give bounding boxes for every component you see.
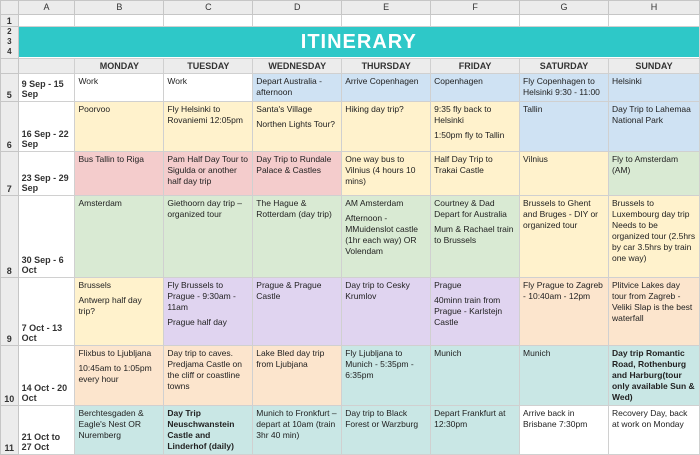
cell-text-secondary: 10:45am to 1:05pm every hour <box>78 363 152 384</box>
cell-text-secondary: Mum & Rachael train to Brussels <box>434 224 514 245</box>
itinerary-cell[interactable] <box>253 406 342 455</box>
cell-a1[interactable] <box>18 15 75 27</box>
itinerary-cell[interactable] <box>431 102 520 152</box>
week-row <box>1 406 700 455</box>
cell-text-secondary: Prague half day <box>167 317 227 327</box>
week-label-cell[interactable]: 7 Oct - 13 Oct <box>18 278 75 346</box>
cell-text: Work <box>167 76 188 86</box>
column-header-row <box>1 1 700 15</box>
cell-text-secondary: 1:50pm fly to Tallin <box>434 130 505 140</box>
cell-text: Courtney & Dad Depart for Australia <box>434 198 507 219</box>
day-header-saturday: SATURDAY <box>520 59 609 74</box>
row-header-5[interactable]: 5 <box>1 74 19 102</box>
cell-text: AM Amsterdam <box>345 198 404 208</box>
day-header-sunday: SUNDAY <box>608 59 699 74</box>
itinerary-cell[interactable] <box>608 152 699 196</box>
cell-text-secondary: Northen Lights Tour? <box>256 119 336 129</box>
cell-text: Copenhagen <box>434 76 483 86</box>
itinerary-cell[interactable] <box>164 278 253 346</box>
column-header-d[interactable]: D <box>253 1 342 15</box>
itinerary-cell[interactable] <box>342 102 431 152</box>
page-title: ITINERARY <box>19 27 699 57</box>
itinerary-cell[interactable] <box>431 278 520 346</box>
itinerary-cell[interactable] <box>608 278 699 346</box>
week-row <box>1 196 700 278</box>
cell-text: Amsterdam <box>78 198 122 208</box>
cell-c1[interactable] <box>164 15 253 27</box>
column-header-b[interactable]: B <box>75 1 164 15</box>
itinerary-cell[interactable] <box>608 102 699 152</box>
cell-text: Tallin <box>523 104 543 114</box>
cell-text: Day Trip Neuschwanstein Castle and Linderhof (daily) <box>167 408 235 451</box>
itinerary-cell[interactable] <box>431 346 520 406</box>
itinerary-cell[interactable] <box>253 102 342 152</box>
itinerary-cell[interactable] <box>164 346 253 406</box>
cell-text: Prague & Prague Castle <box>256 280 322 301</box>
title-merged-cell[interactable] <box>18 27 699 59</box>
cell-text: Helsinki <box>611 76 642 86</box>
cell-text: Hiking day trip? <box>345 104 404 114</box>
itinerary-cell[interactable] <box>75 406 164 455</box>
itinerary-cell[interactable] <box>520 196 609 278</box>
itinerary-cell[interactable] <box>75 278 164 346</box>
row-header-2[interactable]: 2 3 4 <box>1 27 19 59</box>
cell-d1[interactable] <box>253 15 342 27</box>
cell-text: One way bus to Vilnius (4 hours 10 mins) <box>345 154 416 186</box>
row-header-8[interactable]: 8 <box>1 196 19 278</box>
cell-e1[interactable] <box>342 15 431 27</box>
cell-text: Giethoorn day trip – organized tour <box>167 198 243 219</box>
cell-text: Munich to Fronkfurt – depart at 10am (train 3hr 40 min) <box>256 408 337 440</box>
row-header-1[interactable]: 1 <box>1 15 19 27</box>
cell-f1[interactable] <box>431 15 520 27</box>
itinerary-cell[interactable] <box>520 406 609 455</box>
itinerary-cell[interactable] <box>164 406 253 455</box>
cell-text: Brussels to Luxembourg day trip Needs to be organized tour (2.5hrs by car 3.5hrs by train one way) <box>611 198 696 263</box>
itinerary-cell[interactable] <box>520 74 609 102</box>
itinerary-cell[interactable] <box>253 74 342 102</box>
day-header-wednesday: WEDNESDAY <box>253 59 342 74</box>
week-label-cell[interactable]: 14 Oct - 20 Oct <box>18 346 75 406</box>
cell-text: Flixbus to Ljubljana <box>78 348 152 358</box>
row-header-11[interactable]: 11 <box>1 406 19 455</box>
week-row <box>1 278 700 346</box>
itinerary-cell[interactable] <box>431 196 520 278</box>
cell-text: Munich <box>434 348 462 358</box>
itinerary-cell[interactable] <box>342 406 431 455</box>
day-header-blank <box>18 59 75 74</box>
itinerary-cell[interactable] <box>431 406 520 455</box>
cell-text: Brussels to Ghent and Bruges - DIY or organized tour <box>523 198 599 230</box>
itinerary-cell[interactable] <box>520 152 609 196</box>
cell-g1[interactable] <box>520 15 609 27</box>
cell-text: Day trip Romantic Road, Rothenburg and Harburg(tour only available Sun & Wed) <box>611 348 695 402</box>
day-header-thursday: THURSDAY <box>342 59 431 74</box>
cell-text: Bus Tallin to Riga <box>78 154 144 164</box>
itinerary-cell[interactable] <box>608 74 699 102</box>
column-header-a[interactable]: A <box>18 1 75 15</box>
cell-text: Day trip to caves. Predjama Castle on the cliff or coastline towns <box>167 348 243 391</box>
itinerary-cell[interactable] <box>431 74 520 102</box>
cell-text: Recovery Day, back at work on Monday <box>611 408 688 429</box>
column-header-g[interactable]: G <box>520 1 609 15</box>
cell-text: Fly Brussels to Prague - 9:30am - 11am <box>167 280 236 312</box>
cell-h1[interactable] <box>608 15 699 27</box>
row-header-6[interactable]: 6 <box>1 102 19 152</box>
cell-text: Berchtesgaden & Eagle's Nest OR Nuremberg <box>78 408 144 440</box>
cell-text: Fly to Amsterdam (AM) <box>611 154 679 175</box>
day-header-monday: MONDAY <box>75 59 164 74</box>
itinerary-cell[interactable] <box>342 152 431 196</box>
itinerary-cell[interactable] <box>520 346 609 406</box>
itinerary-cell[interactable] <box>75 152 164 196</box>
cell-text-secondary: 40minn train from Prague - Karlstejn Castle <box>434 295 503 327</box>
cell-text: Depart Frankfurt at 12:30pm <box>434 408 506 429</box>
cell-text: Fly Ljubljana to Munich - 5:35pm - 6:35pm <box>345 348 414 380</box>
itinerary-cell[interactable] <box>431 152 520 196</box>
itinerary-cell[interactable] <box>608 406 699 455</box>
cell-text: Poorvoo <box>78 104 111 114</box>
column-header-h[interactable]: H <box>608 1 699 15</box>
cell-text: Prague <box>434 280 462 290</box>
week-row <box>1 346 700 406</box>
column-header-f[interactable]: F <box>431 1 520 15</box>
itinerary-cell[interactable] <box>342 346 431 406</box>
day-header-tuesday: TUESDAY <box>164 59 253 74</box>
itinerary-cell[interactable] <box>164 152 253 196</box>
week-row <box>1 102 700 152</box>
week-label-cell[interactable]: 23 Sep - 29 Sep <box>18 152 75 196</box>
itinerary-cell[interactable] <box>75 102 164 152</box>
row-header-7[interactable]: 7 <box>1 152 19 196</box>
itinerary-cell[interactable] <box>342 196 431 278</box>
cell-text-secondary: Antwerp half day trip? <box>78 295 142 316</box>
cell-text: Fly Helsinki to Rovaniemi 12:05pm <box>167 104 243 125</box>
row-header-9[interactable]: 9 <box>1 278 19 346</box>
itinerary-cell[interactable] <box>253 346 342 406</box>
cell-text: Half Day Trip to Trakai Castle <box>434 154 493 175</box>
cell-text: Day trip to Black Forest or Warzburg <box>345 408 419 429</box>
week-label-cell[interactable]: 9 Sep - 15 Sep <box>18 74 75 102</box>
cell-text: Brussels <box>78 280 112 290</box>
itinerary-cell[interactable] <box>608 196 699 278</box>
itinerary-cell[interactable] <box>342 278 431 346</box>
cell-text: Work <box>78 76 99 86</box>
itinerary-cell[interactable] <box>253 152 342 196</box>
cell-text: The Hague & Rotterdam (day trip) <box>256 198 332 219</box>
day-header-friday: FRIDAY <box>431 59 520 74</box>
week-row <box>1 74 700 102</box>
itinerary-cell[interactable] <box>253 278 342 346</box>
cell-text-secondary: Afternoon - MMuidenslot castle (1hr each way) OR Volendam <box>345 213 418 256</box>
cell-text: Arrive back in Brisbane 7:30pm <box>523 408 588 429</box>
itinerary-cell[interactable] <box>342 74 431 102</box>
itinerary-cell[interactable] <box>164 196 253 278</box>
cell-text: Pam Half Day Tour to Sigulda or another half day trip <box>167 154 248 186</box>
cell-text: Lake Bled day trip from Ljubjana <box>256 348 325 369</box>
row-header-10[interactable]: 10 <box>1 346 19 406</box>
column-header-e[interactable]: E <box>342 1 431 15</box>
day-header-row <box>1 59 700 74</box>
cell-text: Fly Copenhagen to Helsinki 9:30 - 11:00 <box>523 76 600 97</box>
cell-text: Fly Prague to Zagreb - 10:40am - 12pm <box>523 280 603 301</box>
column-header-c[interactable]: C <box>164 1 253 15</box>
cell-text: Arrive Copenhagen <box>345 76 419 86</box>
itinerary-cell[interactable] <box>75 74 164 102</box>
week-row <box>1 152 700 196</box>
cell-text: Day Trip to Rundale Palace & Castles <box>256 154 332 175</box>
week-label-cell[interactable]: 21 Oct to 27 Oct <box>18 406 75 455</box>
itinerary-cell[interactable] <box>75 346 164 406</box>
select-all-corner[interactable] <box>1 1 19 15</box>
row-1 <box>1 15 700 27</box>
cell-text: Vilnius <box>523 154 548 164</box>
title-row <box>1 27 700 59</box>
cell-text: Munich <box>523 348 551 358</box>
itinerary-cell[interactable] <box>75 196 164 278</box>
itinerary-cell[interactable] <box>253 196 342 278</box>
itinerary-cell[interactable] <box>520 278 609 346</box>
cell-text: Santa's Village <box>256 104 313 114</box>
itinerary-cell[interactable] <box>164 102 253 152</box>
cell-text: Depart Australia - afternoon <box>256 76 322 97</box>
cell-text: Day Trip to Lahemaa National Park <box>611 104 691 125</box>
cell-text: 9:35 fly back to Helsinki <box>434 104 492 125</box>
cell-text: Day trip to Cesky Krumlov <box>345 280 410 301</box>
itinerary-cell[interactable] <box>608 346 699 406</box>
itinerary-cell[interactable] <box>164 74 253 102</box>
week-label-cell[interactable]: 16 Sep - 22 Sep <box>18 102 75 152</box>
cell-b1[interactable] <box>75 15 164 27</box>
cell-text: Plitvice Lakes day tour from Zagreb - Veliki Slap is the best waterfall <box>611 280 693 323</box>
week-label-cell[interactable]: 30 Sep - 6 Oct <box>18 196 75 278</box>
row-header-4[interactable] <box>1 59 19 74</box>
itinerary-cell[interactable] <box>520 102 609 152</box>
